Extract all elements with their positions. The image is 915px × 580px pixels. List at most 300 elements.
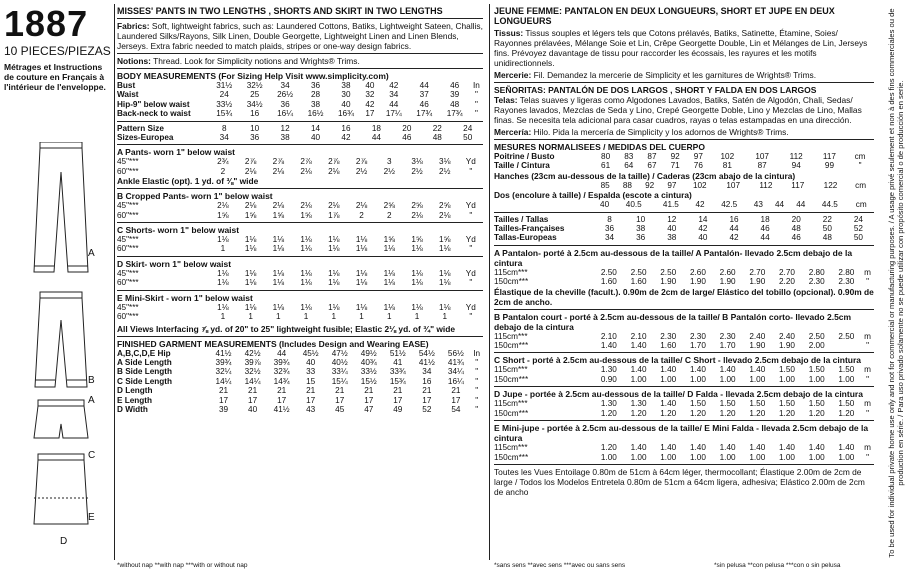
table-cell: 83 — [624, 152, 634, 161]
table-cell: 16 — [341, 123, 351, 133]
table-cell: 1.50 — [749, 399, 766, 409]
table-cell: 99 — [824, 161, 835, 171]
table-cell: 33¾ — [389, 367, 406, 377]
table-row — [117, 405, 483, 414]
table-cell: 22 — [822, 214, 832, 224]
table-cell: 1 — [220, 312, 226, 322]
table-cell: 2.30 — [808, 277, 825, 287]
french-spanish-block — [494, 6, 874, 499]
table-cell: 47½ — [331, 348, 348, 358]
table-cell: 12 — [667, 214, 677, 224]
row-label: 45"*** — [117, 157, 139, 167]
table-cell: 1⅛ — [272, 302, 285, 312]
table-cell: " — [474, 90, 478, 100]
table-cell: 39¾ — [273, 357, 290, 367]
table-cell: 1.00 — [660, 452, 677, 462]
table-cell: 42 — [389, 81, 399, 90]
table-cell: 1⅛ — [217, 235, 229, 245]
table-cell: 17 — [365, 109, 375, 119]
table-cell: Yd — [465, 268, 476, 278]
row-label: Waist — [117, 90, 139, 100]
table-cell: 1⅛ — [411, 278, 423, 288]
row-label: 115cm*** — [494, 267, 528, 277]
row-label: Back-neck to waist — [117, 109, 191, 119]
table-cell: 1⅛ — [272, 268, 285, 278]
table-cell: 1.00 — [749, 452, 766, 462]
table-cell: 2⅛ — [244, 201, 257, 211]
table-cell: 17 — [335, 395, 345, 405]
table-cell: 1.20 — [600, 408, 617, 418]
table-cell: 1.40 — [808, 443, 825, 453]
table-cell: 2.40 — [749, 331, 766, 341]
row-label: 60"*** — [117, 278, 139, 288]
table-cell: 45 — [335, 404, 345, 414]
row-label: 45"*** — [117, 201, 139, 211]
table-cell: 2 — [386, 210, 392, 220]
table-cell: " — [469, 312, 473, 322]
table-row — [117, 124, 483, 133]
table-cell: 3⅛ — [411, 157, 423, 167]
table-row — [117, 367, 483, 376]
table-cell: 1⅛ — [328, 244, 340, 254]
table-cell: 1.20 — [630, 408, 647, 418]
table-cell: 38 — [341, 81, 351, 90]
table-cell: 2.60 — [689, 267, 706, 277]
row-label: 150cm*** — [494, 341, 529, 351]
dos-table — [494, 200, 874, 209]
row-label: Poitrine / Busto — [494, 152, 555, 161]
table-cell: 54½ — [418, 348, 435, 358]
table-cell: 2⅞ — [328, 157, 340, 167]
table-cell: 1.00 — [719, 374, 736, 384]
table-cell: 2⅛ — [272, 166, 285, 176]
divider-left — [114, 4, 115, 560]
table-cell: 1⅛ — [217, 302, 229, 312]
view-yardage-header: C Shorts- worn 1" below waist — [117, 225, 240, 236]
table-cell: 50 — [463, 133, 473, 143]
table-cell: 1⅝ — [272, 210, 285, 220]
table-cell: 16¾ — [338, 109, 354, 119]
table-cell: 43 — [306, 404, 316, 414]
table-cell: 97 — [693, 152, 703, 161]
table-cell: 1 — [220, 244, 226, 254]
table-cell: 94 — [791, 161, 801, 171]
view-yardage-header: E Mini-jupe - portée à 2.5cm au-dessous de la taille/ E Mini Falda - llevada 2.5cm debajo de la cintura — [494, 423, 869, 444]
table-row — [117, 269, 483, 278]
table-cell: 20 — [791, 214, 801, 224]
table-cell: 1.00 — [719, 452, 736, 462]
row-label: 150cm*** — [494, 452, 529, 462]
row-label: 150cm*** — [494, 408, 529, 418]
table-cell: 1⅛ — [328, 278, 340, 288]
table-cell: 2⅛ — [300, 201, 312, 211]
table-cell: 16¼ — [277, 109, 294, 119]
table-cell: 1.00 — [630, 374, 647, 384]
table-cell: 1.90 — [749, 341, 766, 351]
table-row — [117, 396, 483, 405]
telas-text: Telas: Telas suaves y ligeras como Algodones Lavados, Batiks, Satén de Algodón, Chali, Sedas/ Rayones lavados, Mezclas de Seda y Lino, Crepé Georgette Doble, Lino y Mezclas de Lino, Mallas finas. Se necesita tela adicional para casar cuadros, rayas o telas estampadas en una dirección. — [494, 95, 862, 125]
table-cell: 1.20 — [779, 408, 795, 418]
table-cell: 1.50 — [689, 399, 706, 409]
table-row — [494, 181, 874, 190]
table-cell: 2.50 — [630, 267, 647, 277]
table-row — [117, 278, 483, 287]
view-yardage-table — [494, 365, 874, 384]
table-cell: 1.00 — [838, 452, 855, 462]
toutes-vues-text: Toutes les Vues Entoilage 0.80m de 51cm à 64cm léger, thermocollant; Élastique 2.00m de 2cm de large / Todos los Modelos Entretela 0.80m de 51cm a 64cm ligera, adhesiva; Elástico 2.00m de 2cm de ancho — [494, 466, 865, 497]
table-cell: 24 — [463, 123, 473, 133]
table-cell: 40 — [248, 404, 258, 414]
table-cell: 1.50 — [808, 399, 825, 409]
table-cell: 64 — [624, 161, 634, 171]
technical-drawings — [10, 142, 114, 562]
table-cell: 43 — [753, 200, 763, 210]
table-cell: 32½ — [246, 81, 263, 90]
table-cell: 2⅛ — [355, 201, 368, 211]
table-cell: 3 — [386, 157, 392, 167]
view-yardage-header: B Pantalon court - porté à 2.5cm au-dessous de la taille/ B Pantalón corto- llevado 2.5cm debajo de la cintura — [494, 311, 852, 332]
table-cell: 46 — [419, 99, 429, 109]
table-cell: " — [866, 277, 870, 287]
table-cell: 44 — [419, 81, 429, 90]
table-cell: 1 — [386, 312, 392, 322]
table-cell: 1.40 — [689, 443, 706, 453]
table-cell: 1⅛ — [383, 278, 395, 288]
view-label-d: D — [60, 536, 68, 547]
table-cell: 1⅛ — [355, 235, 368, 245]
table-cell: 1 — [414, 312, 420, 322]
table-cell: 22 — [432, 123, 442, 133]
pants-a-drawing — [34, 142, 88, 272]
pieces-count: 10 PIECES/PIEZAS — [4, 44, 111, 58]
table-cell: 1.30 — [600, 399, 617, 409]
view-yardage-table — [494, 443, 874, 462]
table-cell: 21 — [335, 386, 345, 396]
table-cell: 49½ — [360, 348, 377, 358]
view-yardage-header: B Cropped Pants- worn 1" below waist — [117, 191, 273, 202]
table-cell: 1⅝ — [217, 210, 229, 220]
table-cell: 38 — [667, 233, 677, 243]
table-cell: 2.00 — [808, 341, 825, 351]
row-label: 60"*** — [117, 210, 139, 220]
table-cell: m — [864, 399, 871, 409]
table-row — [117, 133, 483, 142]
table-cell: 12 — [280, 123, 290, 133]
table-cell: 42.5 — [721, 200, 738, 210]
pattern-number: 1887 — [4, 3, 89, 44]
table-cell: 1⅛ — [411, 268, 423, 278]
table-cell: 44 — [389, 99, 399, 109]
table-cell: 122 — [823, 180, 838, 190]
finished-measurements-header: FINISHED GARMENT MEASUREMENTS (Includes Design and Wearing EASE) — [117, 338, 429, 349]
table-cell: 49 — [393, 404, 403, 414]
table-cell: 2⅝ — [383, 201, 395, 211]
table-cell: 87 — [757, 161, 767, 171]
table-cell: 1⅛ — [328, 302, 340, 312]
table-cell: 1.40 — [749, 443, 766, 453]
table-cell: 36 — [310, 81, 321, 90]
mesures-table — [494, 152, 874, 171]
table-cell: 1 — [303, 312, 309, 322]
table-cell: m — [864, 365, 871, 375]
skirt-d-drawing — [34, 454, 88, 524]
view-yardage-header: D Skirt- worn 1" below waist — [117, 258, 232, 269]
table-cell: 50 — [822, 224, 832, 234]
table-cell: 34½ — [246, 99, 263, 109]
table-cell: 2½ — [411, 166, 423, 176]
table-row — [117, 109, 483, 118]
table-cell: 102 — [720, 152, 735, 161]
row-label — [494, 200, 594, 209]
table-cell: 41.5 — [662, 200, 679, 210]
table-cell: 21 — [218, 386, 229, 396]
table-cell: 48 — [791, 224, 801, 234]
table-cell: 18 — [371, 123, 381, 133]
table-cell: 2½ — [355, 166, 368, 176]
table-cell: 16½ — [307, 109, 324, 119]
table-cell: 1.60 — [630, 277, 647, 287]
table-cell: In — [473, 348, 481, 358]
table-cell: 1⅛ — [439, 278, 451, 288]
table-cell: 2.30 — [660, 331, 677, 341]
table-cell: 31½ — [216, 81, 233, 90]
table-cell: 92 — [670, 152, 680, 161]
divider-middle — [489, 4, 490, 560]
hanches-table — [494, 181, 874, 190]
table-row — [494, 332, 874, 341]
table-cell: 1⅛ — [300, 244, 312, 254]
table-cell: 1 — [359, 312, 364, 322]
table-cell: 1.40 — [779, 443, 795, 453]
table-cell: 1.40 — [660, 365, 677, 375]
view-yardage-table — [117, 235, 483, 254]
table-cell: 1⅞ — [328, 210, 340, 220]
table-cell: 1⅛ — [272, 235, 285, 245]
row-label: D Width — [117, 404, 148, 414]
table-cell: 1.60 — [660, 341, 677, 351]
table-cell: m — [864, 331, 871, 341]
table-cell: 2⅛ — [328, 166, 340, 176]
table-cell: 2⅛ — [244, 166, 257, 176]
table-cell: 17 — [422, 395, 432, 405]
table-cell: 42 — [698, 224, 708, 234]
table-cell: 61 — [601, 161, 611, 171]
table-cell: 17 — [248, 395, 258, 405]
table-cell: 1⅛ — [355, 302, 368, 312]
table-cell: 1.90 — [660, 277, 677, 287]
table-cell: 15 — [306, 376, 316, 386]
table-cell: 2.10 — [600, 331, 617, 341]
table-row — [494, 453, 874, 462]
table-cell: 2.80 — [838, 267, 855, 277]
table-cell: 17 — [218, 395, 229, 405]
table-cell: 44 — [277, 348, 287, 358]
view-label-a: A — [88, 248, 95, 259]
table-cell: 1⅛ — [272, 278, 285, 288]
table-cell: 1.60 — [600, 277, 617, 287]
table-cell: m — [864, 443, 871, 453]
mercerie-text: Mercerie: Fil. Demandez la mercerie de Simplicity et les garnitures de Wrights® Trims. — [494, 70, 817, 80]
view-yardage-table — [494, 399, 874, 418]
row-label: Hip-9" below waist — [117, 99, 190, 109]
table-cell: 2.80 — [808, 267, 825, 277]
table-cell: 1.00 — [600, 452, 617, 462]
row-label: Tallas-Europeas — [494, 233, 557, 243]
interfacing-text: All Views Interfacing ⅞ yd. of 20" to 25" lightweight fusible; Elastic 2⅛ yd. of ¾" wide — [117, 323, 455, 334]
table-cell: 39⅞ — [244, 357, 261, 367]
table-cell: 38 — [310, 99, 321, 109]
table-cell: Yd — [465, 201, 476, 211]
row-label — [494, 181, 594, 190]
mesures-header: MESURES NORMALISEES / MEDIDAS DEL CUERPO — [494, 142, 705, 152]
merceria-text: Mercería: Hilo. Pida la mercería de Simplicity y los adornos de Wrights® Trims. — [494, 127, 789, 137]
table-cell: 2.30 — [689, 331, 706, 341]
table-row — [117, 312, 483, 321]
table-cell: 1.40 — [689, 365, 706, 375]
table-cell: 15¼ — [331, 376, 348, 386]
table-cell: 1.20 — [838, 408, 855, 418]
row-label: A Side Length — [117, 357, 172, 367]
table-cell: 81 — [722, 161, 732, 171]
table-cell: 2.50 — [838, 331, 855, 341]
table-cell: 54 — [451, 404, 461, 414]
table-cell: 107 — [726, 180, 741, 190]
pants-b-drawing — [35, 292, 87, 387]
row-label: 115cm*** — [494, 365, 528, 375]
table-cell: 32¼ — [215, 367, 232, 377]
table-cell: 92 — [645, 180, 655, 190]
view-yardage-table — [117, 157, 483, 176]
table-cell: 17 — [364, 395, 374, 405]
table-cell: 1⅛ — [328, 235, 340, 245]
table-cell: 39 — [218, 404, 229, 414]
table-cell: Yd — [465, 235, 476, 245]
table-cell: 1⅛ — [300, 302, 312, 312]
table-cell: 1⅝ — [439, 235, 451, 245]
notions-text: Notions: Thread. Look for Simplicity notions and Wrights® Trims. — [117, 56, 360, 66]
table-cell: 1⅛ — [244, 244, 257, 254]
table-cell: 46 — [402, 133, 412, 143]
french-title: JEUNE FEMME: PANTALON EN DEUX LONGUEURS, SHORT ET JUPE EN DEUX LONGUEURS — [494, 6, 835, 26]
table-cell: 17¾ — [446, 109, 463, 119]
table-row — [494, 341, 874, 350]
spanish-footnote: *sin pelusa **con pelusa ***con o sin pelusa — [714, 562, 841, 569]
table-cell: 1.20 — [600, 443, 617, 453]
table-cell: 8 — [221, 123, 227, 133]
table-cell: 40 — [341, 99, 351, 109]
row-label: Tailles-Françaises — [494, 224, 565, 234]
table-row — [494, 233, 874, 242]
table-cell: 1⅛ — [411, 244, 423, 254]
table-cell: 1⅛ — [439, 302, 451, 312]
table-cell: " — [858, 161, 862, 171]
table-cell: 1.30 — [600, 365, 617, 375]
table-cell: 1.00 — [630, 452, 647, 462]
table-row — [494, 161, 874, 170]
table-cell: 1 — [276, 312, 281, 322]
view-label-e: E — [88, 512, 95, 523]
table-cell: 1.40 — [719, 443, 736, 453]
table-cell: 38 — [280, 133, 290, 143]
table-row — [117, 100, 483, 109]
table-cell: 85 — [600, 180, 610, 190]
table-cell: 40 — [667, 224, 677, 234]
table-row — [494, 200, 874, 209]
table-cell: " — [475, 386, 479, 396]
row-label: E Length — [117, 395, 153, 405]
table-cell: 52 — [422, 404, 432, 414]
table-cell: 1⅛ — [383, 268, 395, 278]
table-cell: 1.90 — [719, 277, 736, 287]
table-row — [494, 375, 874, 384]
table-cell: 80 — [601, 152, 611, 161]
view-yardage-header: E Mini-Skirt - worn 1" below waist — [117, 292, 253, 303]
table-cell: 1⅛ — [300, 268, 312, 278]
table-cell: 56½ — [447, 348, 464, 358]
table-cell: 36 — [250, 133, 260, 143]
table-cell: 1.50 — [779, 399, 795, 409]
table-row — [117, 386, 483, 395]
table-cell: 97 — [667, 180, 677, 190]
finished-measurements-table — [117, 349, 483, 415]
table-cell: 2.50 — [600, 267, 617, 277]
table-cell: 1.90 — [749, 277, 766, 287]
table-row — [494, 409, 874, 418]
table-cell: 1.40 — [838, 443, 855, 453]
table-row — [494, 152, 874, 161]
row-label: Pattern Size — [117, 123, 164, 133]
row-label: 60"*** — [117, 312, 139, 322]
table-cell: 1⅝ — [244, 210, 257, 220]
table-cell: 2¾ — [217, 157, 229, 167]
view-yardage-table — [117, 201, 483, 220]
table-cell: 18 — [760, 214, 770, 224]
table-cell: 2⅝ — [439, 201, 451, 211]
table-cell: 1⅛ — [355, 268, 368, 278]
table-cell: 42 — [365, 99, 375, 109]
table-cell: 1.50 — [838, 365, 855, 375]
table-cell: 1.90 — [779, 341, 795, 351]
table-cell: 1.70 — [689, 341, 706, 351]
table-cell: 24 — [219, 90, 229, 100]
table-cell: 1⅛ — [383, 302, 395, 312]
table-cell: 41½ — [418, 357, 435, 367]
table-cell: cm — [855, 180, 867, 190]
row-label: D Length — [117, 386, 153, 396]
table-cell: 1⅛ — [355, 244, 368, 254]
table-cell: 48 — [432, 133, 442, 143]
table-cell: 0.90 — [600, 374, 617, 384]
table-cell: 44 — [371, 133, 381, 143]
table-cell: 1.50 — [838, 399, 855, 409]
table-row — [117, 157, 483, 166]
row-label: A,B,C,D,E Hip — [117, 348, 171, 358]
table-cell: 1.40 — [630, 341, 647, 351]
row-label: 150cm*** — [494, 277, 529, 287]
view-yardage-header: A Pantalon- porté à 2.5cm au-dessous de la taille/ A Pantalón- llevado 2.5cm debajo de la cintura — [494, 247, 853, 268]
fabrics-text: Fabrics: Soft, lightweight fabrics, such as: Laundered Cottons, Batiks, Lightweight Sateen, Challis, Laundered Silks/Rayons, Silk Linen, Double Georgette, Lightweight Linen and Linen Blends, Jerseys. Extra fabric needed to match plaids, stripes or one-way design fabrics. — [117, 21, 483, 51]
table-cell: 21 — [451, 386, 461, 396]
table-cell: 87 — [647, 152, 657, 161]
table-cell: 1.00 — [660, 374, 677, 384]
table-cell: " — [474, 109, 478, 119]
table-row — [117, 235, 483, 244]
table-cell: 33¼ — [331, 367, 348, 377]
table-cell: 2⅛ — [328, 201, 340, 211]
table-cell: 41 — [393, 357, 403, 367]
dos-label: Dos (encolure à taille) / Espalda (escote a cintura) — [494, 190, 692, 201]
table-cell: 117 — [822, 152, 836, 161]
